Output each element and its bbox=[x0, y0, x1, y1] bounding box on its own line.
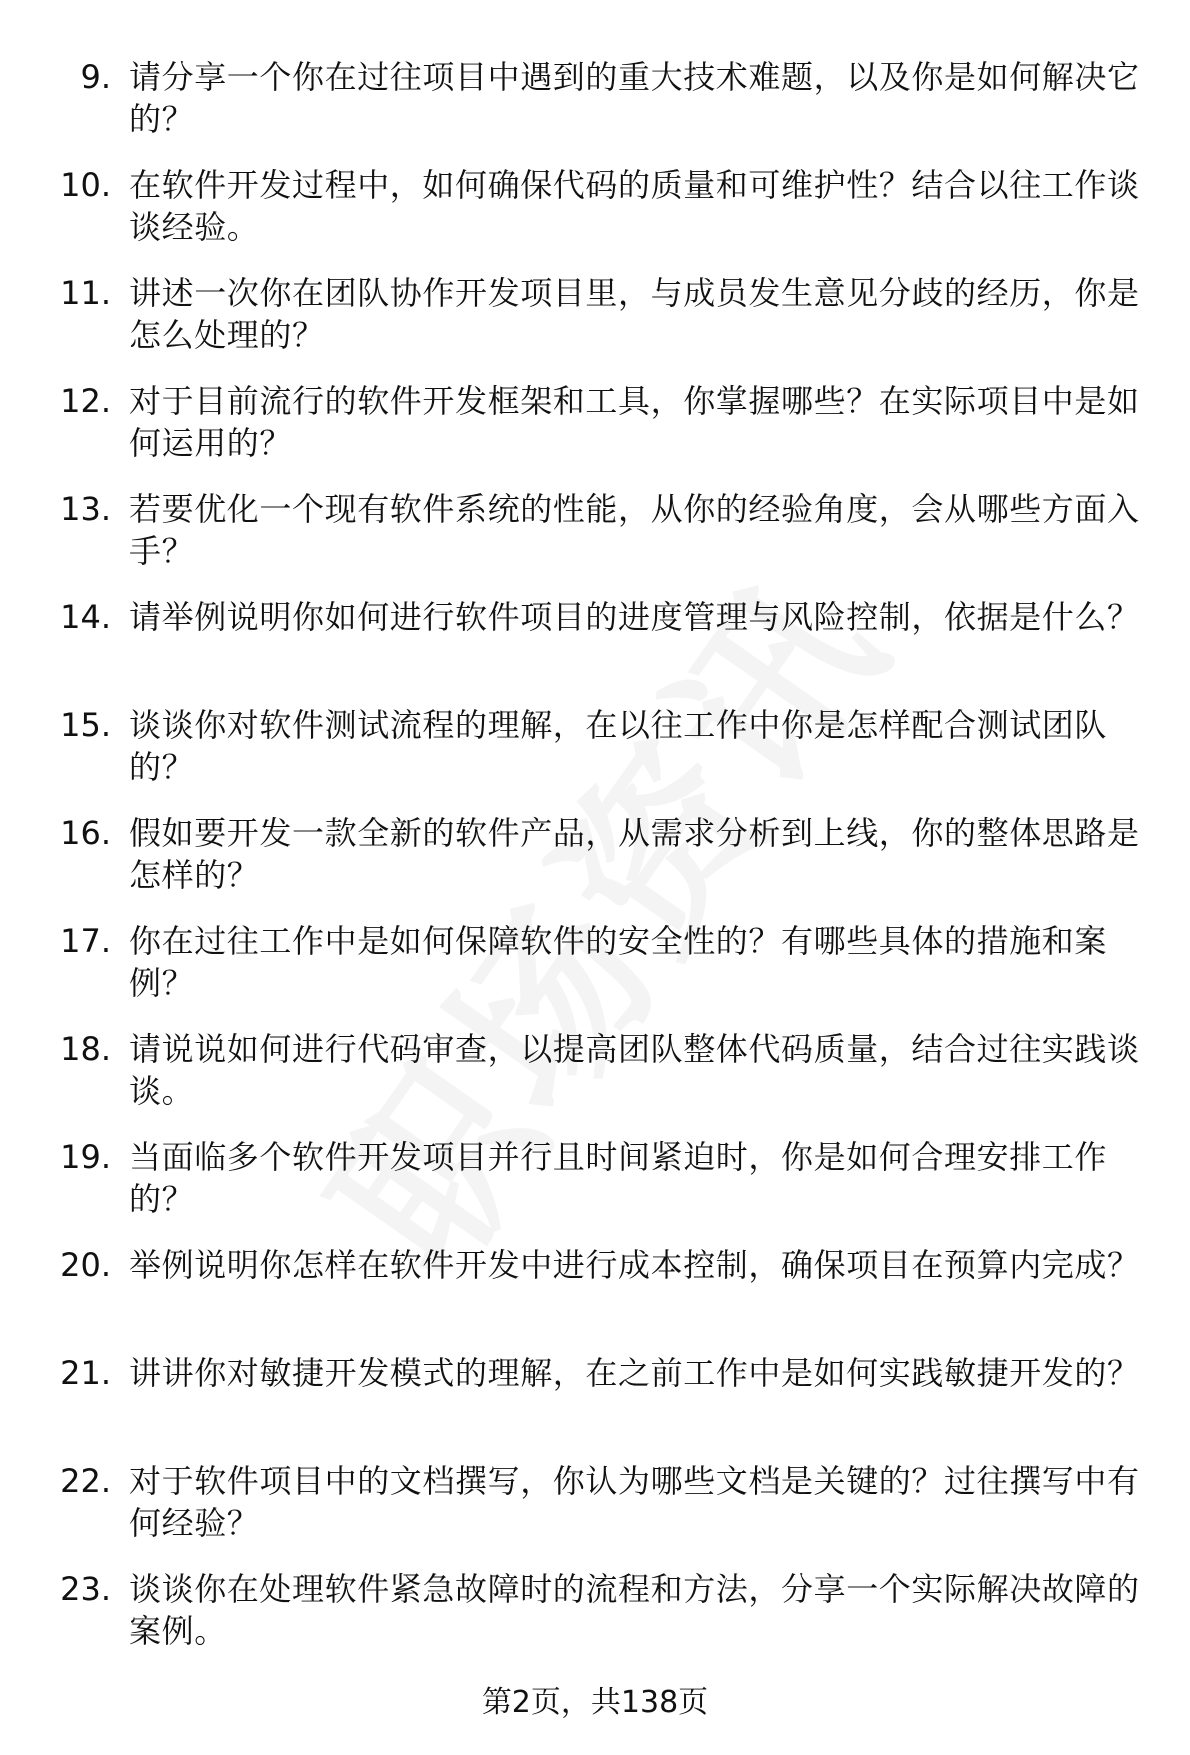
question-text: 在软件开发过程中，如何确保代码的质量和可维护性？结合以往工作谈谈经验。 bbox=[129, 166, 1140, 246]
question-number: 20. bbox=[60, 1246, 111, 1284]
question-item-11 bbox=[0, 268, 1190, 376]
question-item-13 bbox=[0, 484, 1190, 592]
question-text: 你在过往工作中是如何保障软件的安全性的？有哪些具体的措施和案例？ bbox=[129, 922, 1108, 1002]
question-number: 9. bbox=[80, 58, 111, 96]
question-number: 19. bbox=[60, 1138, 111, 1176]
question-text: 请分享一个你在过往项目中遇到的重大技术难题，以及你是如何解决它的？ bbox=[129, 58, 1140, 138]
question-text: 对于软件项目中的文档撰写，你认为哪些文档是关键的？过往撰写中有何经验？ bbox=[129, 1462, 1140, 1542]
question-text: 若要优化一个现有软件系统的性能，从你的经验角度，会从哪些方面入手？ bbox=[129, 490, 1140, 570]
question-number: 22. bbox=[60, 1462, 111, 1500]
question-item-17 bbox=[0, 916, 1190, 1024]
question-text: 讲述一次你在团队协作开发项目里，与成员发生意见分歧的经历，你是怎么处理的？ bbox=[129, 274, 1140, 354]
question-number: 17. bbox=[60, 922, 111, 960]
page-footer bbox=[0, 1683, 1190, 1723]
question-text: 谈谈你对软件测试流程的理解，在以往工作中你是怎样配合测试团队的？ bbox=[129, 706, 1108, 786]
question-text: 讲讲你对敏捷开发模式的理解，在之前工作中是如何实践敏捷开发的？ bbox=[129, 1354, 1140, 1392]
question-number: 14. bbox=[60, 598, 111, 636]
question-item-14 bbox=[0, 592, 1190, 700]
question-number: 11. bbox=[60, 274, 111, 312]
question-number: 21. bbox=[60, 1354, 111, 1392]
question-number: 12. bbox=[60, 382, 111, 420]
question-item-16 bbox=[0, 808, 1190, 916]
question-number: 15. bbox=[60, 706, 111, 744]
question-item-10 bbox=[0, 160, 1190, 268]
question-item-22 bbox=[0, 1456, 1190, 1564]
question-item-23 bbox=[0, 1564, 1190, 1672]
question-item-18 bbox=[0, 1024, 1190, 1132]
question-list bbox=[0, 52, 1190, 1672]
question-number: 10. bbox=[60, 166, 111, 204]
question-item-21 bbox=[0, 1348, 1190, 1456]
question-number: 18. bbox=[60, 1030, 111, 1068]
question-text: 请说说如何进行代码审查，以提高团队整体代码质量，结合过往实践谈谈。 bbox=[129, 1030, 1140, 1110]
question-text: 举例说明你怎样在软件开发中进行成本控制，确保项目在预算内完成？ bbox=[129, 1246, 1140, 1284]
question-item-19 bbox=[0, 1132, 1190, 1240]
question-item-20 bbox=[0, 1240, 1190, 1348]
question-item-9 bbox=[0, 52, 1190, 160]
question-item-12 bbox=[0, 376, 1190, 484]
question-number: 23. bbox=[60, 1570, 111, 1608]
question-text: 对于目前流行的软件开发框架和工具，你掌握哪些？在实际项目中是如何运用的？ bbox=[129, 382, 1140, 462]
question-text: 请举例说明你如何进行软件项目的进度管理与风险控制，依据是什么？ bbox=[129, 598, 1140, 636]
question-number: 13. bbox=[60, 490, 111, 528]
page-number-label: 第2页，共138页 bbox=[481, 1685, 709, 1720]
question-text: 假如要开发一款全新的软件产品，从需求分析到上线，你的整体思路是怎样的？ bbox=[129, 814, 1140, 894]
question-text: 谈谈你在处理软件紧急故障时的流程和方法，分享一个实际解决故障的案例。 bbox=[129, 1570, 1140, 1650]
question-text: 当面临多个软件开发项目并行且时间紧迫时，你是如何合理安排工作的？ bbox=[129, 1138, 1108, 1218]
question-number: 16. bbox=[60, 814, 111, 852]
question-item-15 bbox=[0, 700, 1190, 808]
